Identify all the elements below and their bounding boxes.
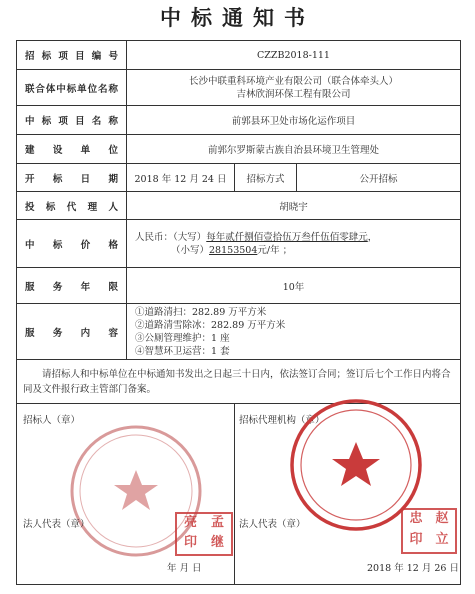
notice-table [16, 40, 461, 585]
value-term: 10年 [127, 268, 461, 304]
value-project-no: CZZB2018-111 [127, 41, 461, 70]
label-winner: 联合体中标单位名称 [17, 70, 127, 106]
value-agent: 胡晓宇 [127, 192, 461, 220]
winner-line-1: 长沙中联重科环境产业有限公司（联合体牵头人） [188, 75, 398, 87]
content-item: ①道路清扫：282.89 万平方米 [135, 306, 267, 318]
label-open-date: 开标日期 [17, 164, 127, 192]
content-item: ②道路清雪除冰：282.89 万平方米 [135, 319, 286, 331]
price-upper: 每年贰仟捌佰壹拾伍万叁仟伍佰零肆元 [206, 231, 368, 243]
label-project-name: 中标项目名称 [17, 106, 127, 135]
row-signatures [17, 404, 461, 585]
row-term [17, 268, 461, 304]
row-open-date [17, 164, 461, 192]
label-agent: 投标代理人 [17, 192, 127, 220]
value-price [127, 220, 461, 268]
price-lower-line: （小写）28153504元/年 ； [171, 244, 293, 256]
tenderer-rep-seal: 亮 孟 印 继 [175, 512, 233, 556]
label-price: 中标价格 [17, 220, 127, 268]
label-content: 服务内容 [17, 304, 127, 360]
value-method: 公开招标 [297, 164, 461, 192]
row-content [17, 304, 461, 360]
value-owner: 前郭尔罗斯蒙古族自治县环境卫生管理处 [127, 135, 461, 164]
label-owner: 建设单位 [17, 135, 127, 164]
row-owner [17, 135, 461, 164]
tenderer-date: 年 月 日 [167, 563, 202, 574]
agency-rep-seal: 忠 赵 印 立 [401, 508, 457, 554]
winner-line-2: 吉林欣润环保工程有限公司 [236, 88, 351, 100]
sign-right [235, 404, 461, 585]
notice-text: 请招标人和中标单位在中标通知书发出之日起三十日内，依法签订合同；签订后七个工作日内将合同及文件报行政主管部门备案。 [17, 360, 461, 404]
row-price [17, 220, 461, 268]
document-title: 中标通知书 [160, 5, 315, 30]
agency-rep-label: 法人代表（章） [239, 519, 306, 530]
value-project-name: 前郭县环卫处市场化运作项目 [127, 106, 461, 135]
value-content [127, 304, 461, 360]
value-open-date: 2018 年 12 月 24 日 [127, 164, 235, 192]
content-item: ④智慧环卫运营：1 套 [135, 345, 230, 357]
content-item: ③公厕管理维护：1 座 [135, 332, 230, 344]
agency-label: 招标代理机构（章） [239, 415, 325, 426]
tenderer-rep-label: 法人代表（章） [23, 519, 90, 530]
price-lower: 28153504 [209, 244, 258, 256]
sign-left [17, 404, 235, 585]
agency-date: 2018 年 12 月 26 日 [367, 563, 459, 574]
label-method: 招标方式 [235, 164, 297, 192]
label-term: 服务年限 [17, 268, 127, 304]
row-project-no [17, 41, 461, 70]
row-winner [17, 70, 461, 106]
row-project-name [17, 106, 461, 135]
price-upper-line: 人民币：（大写）每年贰仟捌佰壹拾伍万叁仟伍佰零肆元， [135, 231, 378, 243]
tenderer-label: 招标人（章） [23, 415, 81, 426]
value-winner [127, 70, 461, 106]
row-agent [17, 192, 461, 220]
label-project-no: 招标项目编号 [17, 41, 127, 70]
